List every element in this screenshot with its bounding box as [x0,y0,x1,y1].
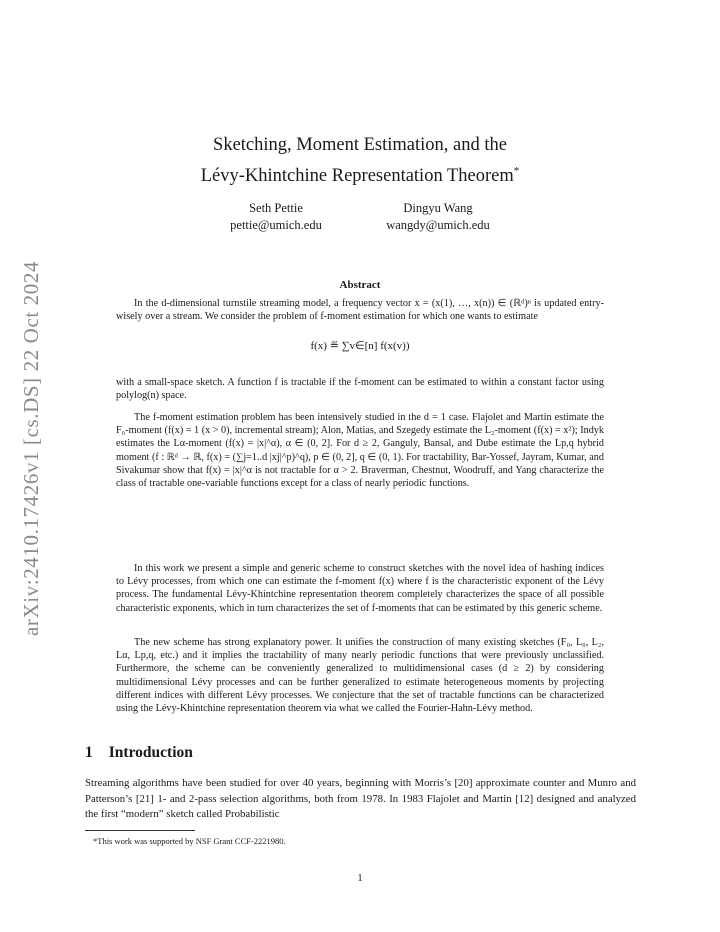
footnote-rule [85,830,195,831]
abstract-paragraph-1: In the d-dimensional turnstile streaming model, a frequency vector x = (x(1), …, x(n)) ∈ (ℝᵈ)ⁿ is updated entry-wisely over a stream. We consider the problem of f-moment estimation for which one wants to estimate [116,298,604,323]
section-title: Introduction [108,744,193,761]
author-name: Seth Pettie [249,201,303,215]
abstract-paragraph-4: The new scheme has strong explanatory power. It unifies the construction of many existing sketches (F₀, L₀, L₂, Lα, Lp,q, etc.) and it implies the tractability of many nearly periodic functions that were previously unclassified. Furthermore, the scheme can be conveniently generalized to multidimensional cases (d ≥ 2) by considering multidimensional Lévy processes and can be further generalized to estimate heterogeneous moments by projecting different indices with different Lévy processes. We conjecture that the set of tractable functions can be characterized using the Lévy-Khintchine representation theorem via what we called the Fourier-Hahn-Lévy method. [116,637,604,715]
section-heading [85,744,193,762]
author-1 [206,200,346,234]
page-number: 1 [357,872,363,884]
arxiv-id-text: arXiv:2410.17426v1 [cs.DS] 22 Oct 2024 [19,260,44,636]
abstract-paragraph-1-continued: with a small-space sketch. A function f is tractable if the f-moment can be estimated to within a constant factor using polylog(n) space. [116,377,604,402]
title-footnote-mark: * [513,165,520,177]
author-2 [368,200,508,234]
paper-title [0,132,720,189]
author-email[interactable]: wangdy@umich.edu [386,218,490,232]
moment-formula: f(x) ≝ ∑v∈[n] f(x(v)) [310,340,410,352]
arxiv-identifier [10,252,54,644]
section-number: 1 [85,744,93,761]
abstract-heading: Abstract [339,279,381,291]
abstract-paragraph-3: In this work we present a simple and generic scheme to construct sketches with the novel idea of hashing indices to Lévy processes, from which one can estimate the f-moment f(x) where f is the characteristic exponent of the Lévy process. The fundamental Lévy-Khintchine representation theorem completely characterizes the space of all possible characteristic exponents, which in turn characterizes the set of f-moments that can be estimated by this generic scheme. [116,563,604,614]
intro-paragraph: Streaming algorithms have been studied for over 40 years, beginning with Morris’s [20] approximate counter and Munro and Patterson’s [21] 1- and 2-pass selection algorithms, both from 1978. In 1983 Flajolet and Martin [12] designed and analyzed the first “modern” sketch called Probabilistic [85,777,636,820]
abstract-paragraph-2: The f-moment estimation problem has been intensively studied in the d = 1 case. Flajolet and Martin estimate the F₀-moment (f(x) = 1 (x > 0), incremental stream); Alon, Matias, and Szegedy estimate the L₂-moment (f(x) = x²); Indyk estimates the Lα-moment (f(x) = |x|^α), α ∈ (0, 2]. For d ≥ 2, Ganguly, Bansal, and Dube estimate the Lp,q hybrid moment (f : ℝᵈ → ℝ, f(x) = (∑j=1..d |xj|^p)^q), p ∈ (0, 2], q ∈ (0, 1). For tractability, Bar-Yossef, Jayram, Kumar, and Sivakumar show that f(x) = |x|^α is not tractable for α > 2. Braverman, Chestnut, Woodruff, and Yang characterize the class of tractable one-variable functions except for a class of nearly periodic functions. [116,412,604,490]
author-email[interactable]: pettie@umich.edu [230,218,322,232]
title-line-1: Sketching, Moment Estimation, and the [213,135,507,155]
author-name: Dingyu Wang [403,201,473,215]
title-line-2: Lévy-Khintchine Representation Theorem* [200,165,520,187]
footnote: *This work was supported by NSF Grant CCF-2221980. [93,836,286,846]
